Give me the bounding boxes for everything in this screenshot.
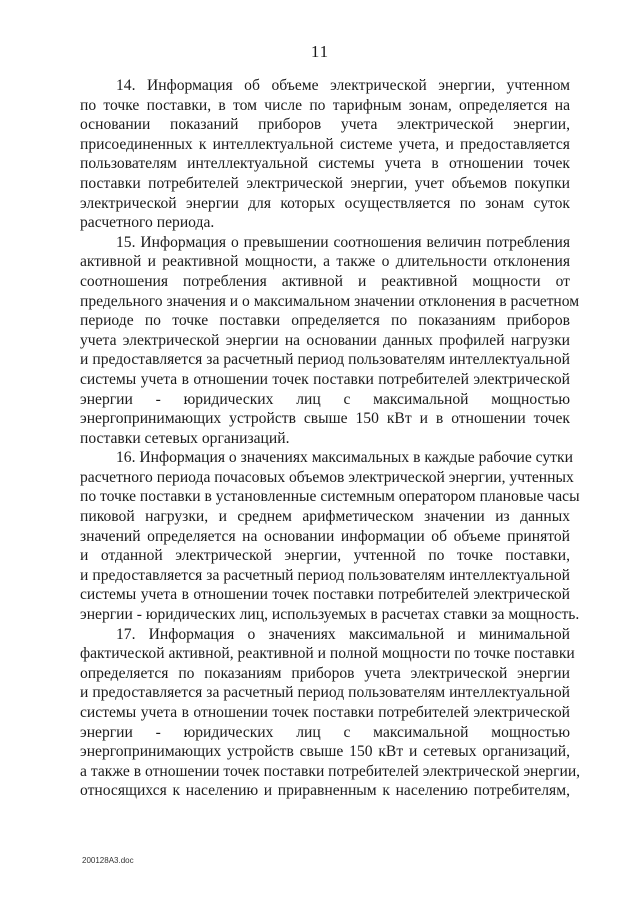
text-line: энергопринимающих устройств свыше 150 кВт и сетевых организаций, xyxy=(80,743,570,761)
text-line: соотношения потребления активной и реактивной мощности от xyxy=(80,272,570,290)
text-line: поставки потребителей электрической энергии, учет объемов покупки xyxy=(80,174,570,192)
paragraph-16 xyxy=(80,448,580,624)
text-line: а также в отношении точек поставки потребителей электрической энергии, xyxy=(80,762,581,780)
text-line: активной и реактивной мощности, а также о длительности отклонения xyxy=(80,253,570,271)
text-line: системы учета в отношении точек поставки потребителей электрической xyxy=(80,586,570,604)
text-line: присоединенных к интеллектуальной системе учета, и предоставляется xyxy=(80,135,570,153)
document-body xyxy=(80,76,581,801)
text-line: расчетного периода почасовых объемов электрической энергии, учтенных xyxy=(80,468,574,486)
page-number: 11 xyxy=(310,42,330,61)
text-line: предельного значения и о максимальном значении отклонения в расчетном xyxy=(80,292,580,310)
text-line: 14. Информация об объеме электрической энергии, учтенном xyxy=(116,77,570,94)
text-line: основании показаний приборов учета электрической энергии, xyxy=(80,116,570,134)
text-line: 17. Информация о значениях максимальной и минимальной xyxy=(116,625,570,643)
text-line: и отданной электрической энергии, учтенной по точке поставки, xyxy=(80,547,570,565)
paragraph-15 xyxy=(80,233,580,449)
text-line: определяется по показаниям приборов учета электрической энергии xyxy=(80,664,570,682)
text-line: энергии - юридических лиц с максимальной мощностью xyxy=(80,390,570,408)
text-line: 16. Информация о значениях максимальных в каждые рабочие сутки xyxy=(116,449,573,467)
text-line: энергии - юридических лиц с максимальной мощностью xyxy=(80,723,570,741)
text-line: и предоставляется за расчетный период пользователям интеллектуальной xyxy=(80,351,570,369)
text-line: поставки сетевых организаций. xyxy=(80,429,290,447)
text-line: фактической активной, реактивной и полной мощности по точке поставки xyxy=(80,645,575,663)
text-line: пользователям интеллектуальной системы учета в отношении точек xyxy=(80,155,570,173)
text-line: пиковой нагрузки, и среднем арифметическом значении из данных xyxy=(80,508,570,526)
text-line: расчетного периода. xyxy=(80,214,215,232)
text-line: по точке поставки, в том числе по тарифным зонам, определяется на xyxy=(80,96,570,114)
text-line: и предоставляется за расчетный период пользователям интеллектуальной xyxy=(80,566,570,584)
text-line: значений определяется на основании информации об объеме принятой xyxy=(80,527,570,545)
text-line: и предоставляется за расчетный период пользователям интеллектуальной xyxy=(80,684,570,702)
text-line: системы учета в отношении точек поставки потребителей электрической xyxy=(80,704,570,721)
paragraph-14 xyxy=(80,76,570,233)
text-line: системы учета в отношении точек поставки потребителей электрической xyxy=(80,370,570,388)
footer-filename: 200128А3.doc xyxy=(82,856,134,865)
text-line: энергопринимающих устройств свыше 150 кВт и в отношении точек xyxy=(80,410,570,428)
text-line: энергии - юридических лиц, используемых в расчетах ставки за мощность. xyxy=(80,606,580,624)
text-line: относящихся к населению и приравненным к населению потребителям, xyxy=(80,782,570,800)
text-line: 15. Информация о превышении соотношения величин потребления xyxy=(116,233,570,251)
text-line: электрической энергии для которых осуществляется по зонам суток xyxy=(80,194,570,212)
text-line: периоде по точке поставки определяется по показаниям приборов xyxy=(80,312,570,330)
paragraph-17 xyxy=(80,625,581,801)
text-line: по точке поставки в установленные системным оператором плановые часы xyxy=(80,488,580,506)
text-line: учета электрической энергии на основании данных профилей нагрузки xyxy=(80,331,570,349)
